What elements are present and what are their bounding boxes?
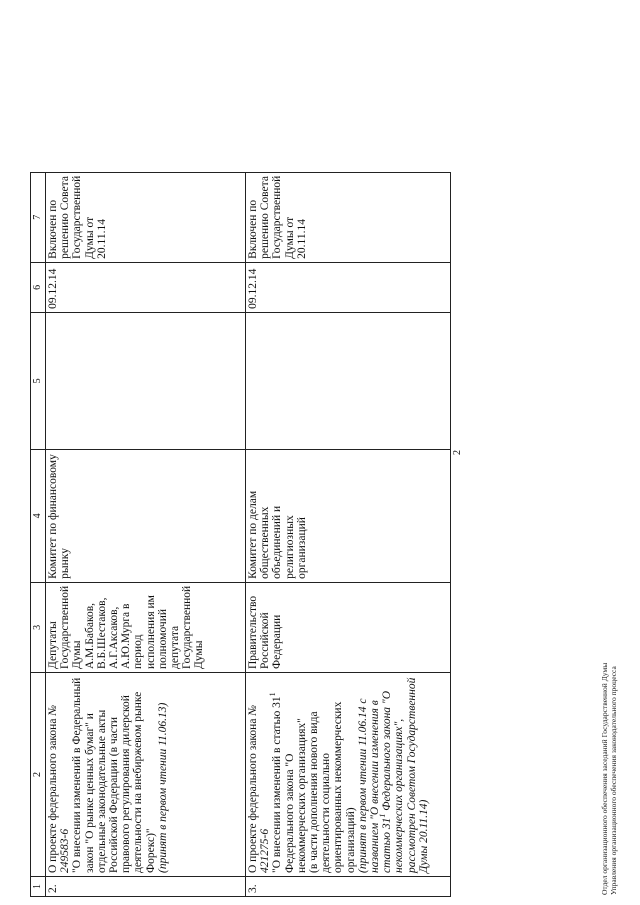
row-number: 3. [246,877,451,897]
column-header: 2 [31,673,46,877]
superscript: 1 [268,692,278,697]
page-number: 2 [452,450,463,455]
bill-number: № 249583-6 [47,704,72,873]
bill-status-part: Федерального закона "О некоммерческих организациях", рассмотрен Советом Государственной Думы 20.11.14) [381,677,430,873]
bill-description [246,673,451,877]
initiator: Депутаты Государственной Думы А.М.Бабаков, В.Б.Шестаков, А.Г.Аксаков, А.Ю.Мурга в период исполнения им полномочий депутата Государственной Думы [46,582,246,672]
table-header-row [31,172,46,896]
bill-title: "О внесении изменений в Федеральный закон "О рынке ценных бумаг" и отдельные законодательные акты Российской Федерации (в части правового регулирования дилерской деятельности на внебиржевом рынке Форекс)" [71,677,157,873]
bill-title-prefix: О проекте федерального закона [247,715,259,873]
column-5-cell [246,312,451,449]
superscript: 1 [378,813,388,818]
column-header: 1 [31,877,46,897]
note: Включен по решению Совета Государственной Думы от 20.11.14 [46,172,246,262]
column-header: 7 [31,172,46,262]
bill-status-part: (принят в первом чтении 11.06.14 с названием "О внесении изменения в статью 31 [356,698,394,873]
bill-title [268,676,308,873]
table-row [46,172,246,896]
committee: Комитет по финансовому рынку [46,449,246,582]
bill-scope: (в части дополнения нового вида деятельности социально ориентированных некоммерческих организаций) [308,701,357,873]
bill-status: (принят в первом чтении 11.06.13) [156,702,169,873]
bill-title-prefix: О проекте федерального закона [47,715,59,873]
bill-title-part: "О внесении изменений в статью 31 [271,696,284,873]
date: 09.12.14 [46,262,246,312]
date: 09.12.14 [246,262,451,312]
note: Включен по решению Совета Государственной Думы от 20.11.14 [246,172,451,262]
agenda-table [30,172,451,897]
column-header: 5 [31,312,46,449]
table-row [246,172,451,896]
committee: Комитет по делам общественных объединений и религиозных организаций [246,449,451,582]
initiator: Правительство Российской Федерации [246,582,451,672]
bill-description [46,673,246,877]
bill-number: № 421275-6 [247,704,272,873]
row-number: 2. [46,877,246,897]
footer [600,663,618,895]
bill-title-part: Федерального закона "О некоммерческих организациях" [283,718,308,873]
column-header: 6 [31,262,46,312]
footer-line: Управления организационного обеспечения законодательного процесса [609,666,618,895]
column-header: 4 [31,449,46,582]
footer-line: Отдел организационного обеспечения заседаний Государственной Думы [600,662,609,895]
column-header: 3 [31,582,46,672]
column-5-cell [46,312,246,449]
bill-status [357,676,430,873]
